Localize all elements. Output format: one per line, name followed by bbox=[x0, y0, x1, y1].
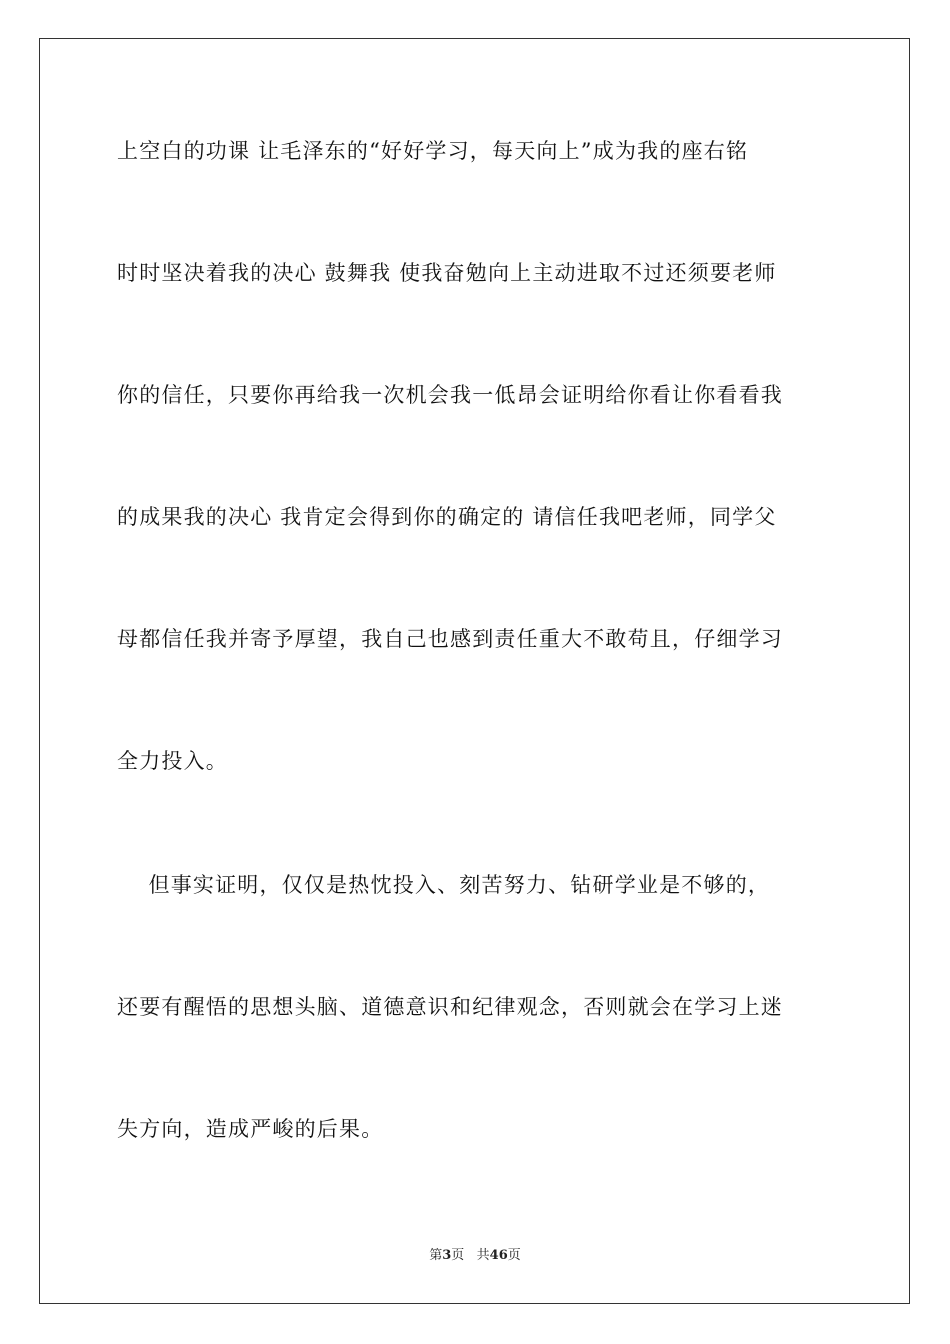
page-footer bbox=[0, 1247, 950, 1265]
footer-prefix: 第 bbox=[429, 1248, 443, 1263]
footer-current-page: 3 bbox=[442, 1248, 452, 1263]
text-line: 上空白的功课 让毛泽东的“好好学习，每天向上”成为我的座右铭 bbox=[117, 139, 749, 163]
text-line: 你的信任，只要你再给我一次机会我一低昂会证明给你看让你看看我 bbox=[117, 383, 783, 407]
text-line: 失方向，造成严峻的后果。 bbox=[117, 1117, 384, 1141]
footer-total-pages: 46 bbox=[489, 1248, 508, 1263]
text-line: 时时坚决着我的决心 鼓舞我 使我奋勉向上主动进取不过还须要老师 bbox=[117, 261, 777, 285]
footer-mid: 页 共 bbox=[451, 1248, 490, 1263]
text-line: 的成果我的决心 我肯定会得到你的确定的 请信任我吧老师，同学父 bbox=[117, 505, 777, 529]
text-line: 全力投入。 bbox=[117, 749, 228, 773]
text-line: 但事实证明，仅仅是热忱投入、刻苦努力、钻研学业是不够的， bbox=[117, 873, 771, 897]
footer-suffix: 页 bbox=[507, 1248, 521, 1263]
text-line: 母都信任我并寄予厚望，我自己也感到责任重大不敢苟且，仔细学习 bbox=[117, 627, 783, 651]
text-line: 还要有醒悟的思想头脑、道德意识和纪律观念，否则就会在学习上迷 bbox=[117, 995, 783, 1019]
